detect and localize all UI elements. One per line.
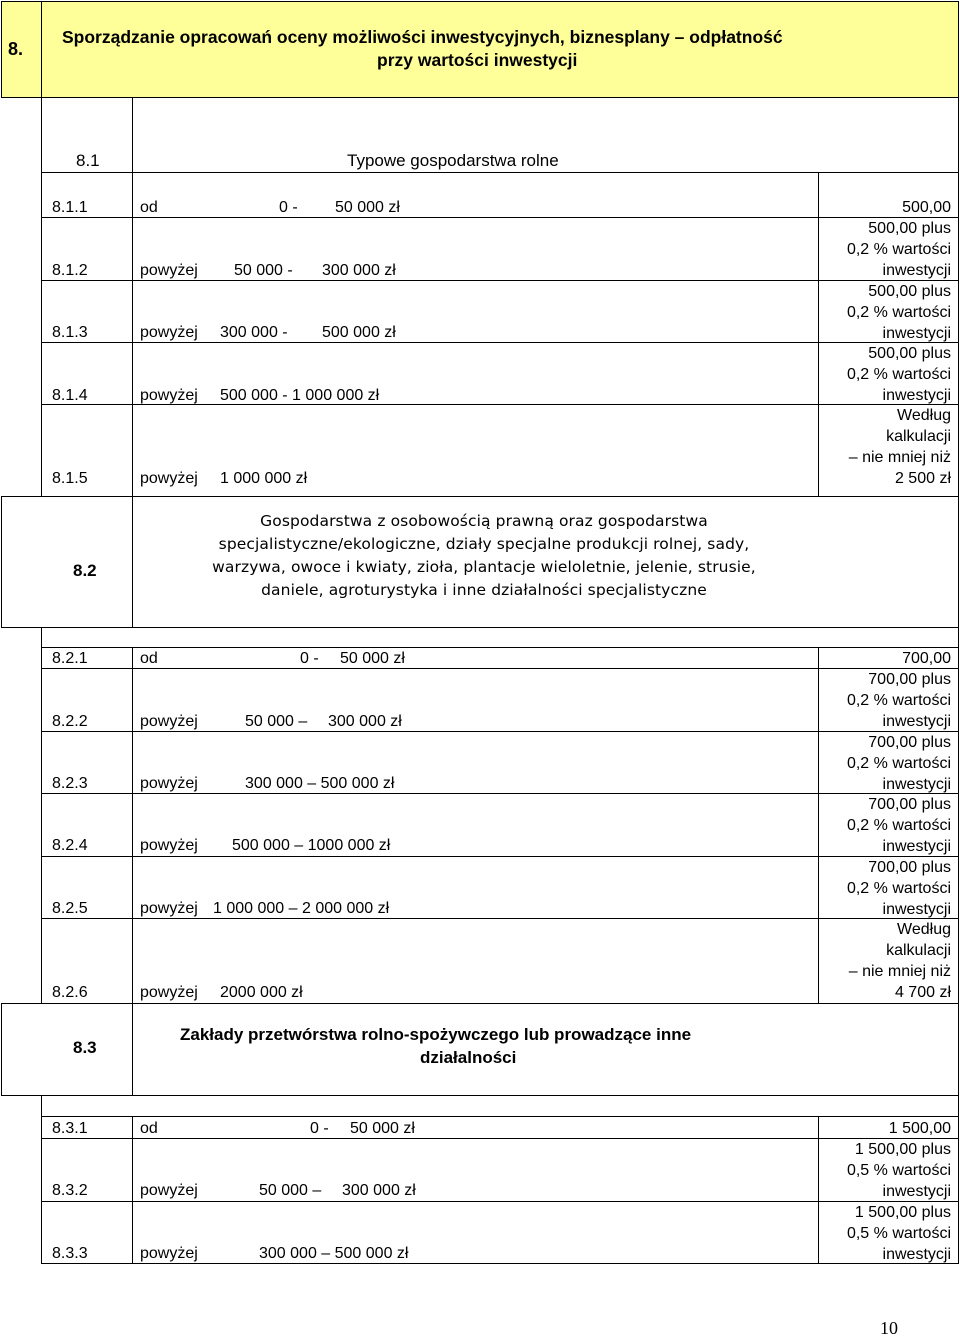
table-row-range-label: powyżej [140,900,198,917]
table-row-range-from: 50 000 – [245,713,308,730]
table-row-code: 8.2.4 [52,837,88,854]
table-row-range-to: 50 000 zł [340,650,405,667]
table-row-code: 8.3.1 [52,1120,88,1137]
table-row-code: 8.2.1 [52,650,88,667]
section-81-title: Typowe gospodarstwa rolne [347,151,559,170]
row-separator [41,1201,959,1202]
section-83-header-divider [132,1003,133,1096]
table-row-fee: 1 500,00 plus 0,5 % wartości inwestycji [846,1204,951,1263]
table-row-fee: 500,00 plus 0,2 % wartości inwestycji [846,220,951,279]
table-row-range-label: powyżej [140,837,198,854]
table-row-code: 8.2.2 [52,713,88,730]
table-row-range-label: powyżej [140,1245,198,1262]
section-83-title-line1: Zakłady przetwórstwa rolno-spożywczego lub prowadzące inne [180,1025,692,1044]
section-82-title-line: specjalistyczne/ekologiczne, działy specjalne produkcji rolnej, sady, [218,535,750,553]
section-83-title-line2: działalności [420,1048,517,1067]
table-row-fee: Według kalkulacji – nie mniej niż 4 700 zł [848,921,951,1001]
table-row-fee: 700,00 plus 0,2 % wartości inwestycji [846,734,951,793]
section-81-divider [132,97,133,497]
table-row-range-to: 500 000 zł [322,324,396,341]
section-81-fee-divider [818,172,819,497]
table-row-range: 2000 000 zł [220,984,303,1001]
header-title-line1: Sporządzanie opracowań oceny możliwości inwestycyjnych, biznesplany – odpłatność [62,27,783,47]
table-row-range-label: powyżej [140,324,198,341]
table-row-range-label: od [140,199,158,216]
table-row-range-label: powyżej [140,470,198,487]
header-title-line2: przy wartości inwestycji [377,50,578,70]
table-row-range-to: 300 000 zł [342,1182,416,1199]
table-row-range: 1 000 000 zł [220,470,308,487]
table-row-range: 1 000 000 – 2 000 000 zł [213,900,390,917]
table-row-code: 8.3.2 [52,1182,88,1199]
row-separator [41,342,959,343]
table-row-fee: 500,00 plus 0,2 % wartości inwestycji [846,345,951,404]
table-row-fee: 1 500,00 plus 0,5 % wartości inwestycji [846,1141,951,1200]
row-separator [41,1138,959,1139]
row-separator [41,647,959,648]
row-separator [41,793,959,794]
table-row-range-to: 50 000 zł [335,199,400,216]
section-82-title-line: warzywa, owoce i kwiaty, zioła, plantacje wieloletnie, jelenie, strusie, [212,558,756,576]
table-row-range: 500 000 - 1 000 000 zł [220,387,380,404]
table-row-range-label: powyżej [140,775,198,792]
row-separator [41,668,959,669]
section-82-title-line: daniele, agroturystyka i inne działalności specjalistyczne [261,581,707,599]
table-row-range-to: 50 000 zł [350,1120,415,1137]
section-81-number: 8.1 [76,151,100,170]
page-number: 10 [880,1318,898,1338]
table-row-code: 8.3.3 [52,1245,88,1262]
row-separator [41,856,959,857]
table-row-fee: 500,00 plus 0,2 % wartości inwestycji [846,283,951,342]
table-row-fee: 500,00 [902,199,951,216]
table-row-code: 8.1.1 [52,199,88,216]
table-row-range-from: 0 - [310,1120,329,1137]
row-separator [41,404,959,405]
section-82-title-line: Gospodarstwa z osobowością prawną oraz gospodarstwa [260,512,708,530]
table-row-code: 8.2.6 [52,984,88,1001]
section-82-frame [41,627,959,1004]
header-number: 8. [8,39,24,59]
table-row-range-to: 300 000 zł [328,713,402,730]
table-row-fee: Według kalkulacji – nie mniej niż 2 500 zł [848,407,951,487]
table-row-range-from: 0 - [279,199,298,216]
section-82-fee-divider [818,647,819,1004]
row-separator [41,280,959,281]
table-row-range: 300 000 – 500 000 zł [245,775,395,792]
table-row-range-from: 300 000 - [220,324,288,341]
table-row-code: 8.2.5 [52,900,88,917]
table-row-code: 8.1.3 [52,324,88,341]
section-83-number: 8.3 [73,1038,97,1057]
table-row-fee: 700,00 plus 0,2 % wartości inwestycji [846,796,951,855]
table-row-range-label: powyżej [140,387,198,404]
table-row-range: 500 000 – 1000 000 zł [232,837,391,854]
table-row-range-from: 50 000 - [234,262,293,279]
table-row-range: 300 000 – 500 000 zł [259,1245,409,1262]
table-row-code: 8.1.5 [52,470,88,487]
section-82-divider [132,647,133,1004]
table-row-fee: 700,00 plus 0,2 % wartości inwestycji [846,671,951,730]
table-row-code: 8.1.2 [52,262,88,279]
row-separator [41,1116,959,1117]
table-row-range-label: od [140,650,158,667]
table-row-code: 8.2.3 [52,775,88,792]
table-row-code: 8.1.4 [52,387,88,404]
table-row-fee: 700,00 plus 0,2 % wartości inwestycji [846,859,951,918]
table-row-range-label: powyżej [140,262,198,279]
section-82-number: 8.2 [73,561,97,580]
row-separator [41,217,959,218]
table-row-range-to: 300 000 zł [322,262,396,279]
row-separator [41,918,959,919]
table-row-fee: 700,00 [902,650,951,667]
table-row-range-label: od [140,1120,158,1137]
row-separator [41,731,959,732]
table-row-range-from: 50 000 – [259,1182,322,1199]
table-row-range-label: powyżej [140,713,198,730]
table-row-fee: 1 500,00 [888,1120,951,1137]
section-82-title [133,510,835,602]
table-row-range-label: powyżej [140,984,198,1001]
table-row-range-label: powyżej [140,1182,198,1199]
table-row-range-from: 0 - [300,650,319,667]
section-81-title-rule [41,172,959,173]
